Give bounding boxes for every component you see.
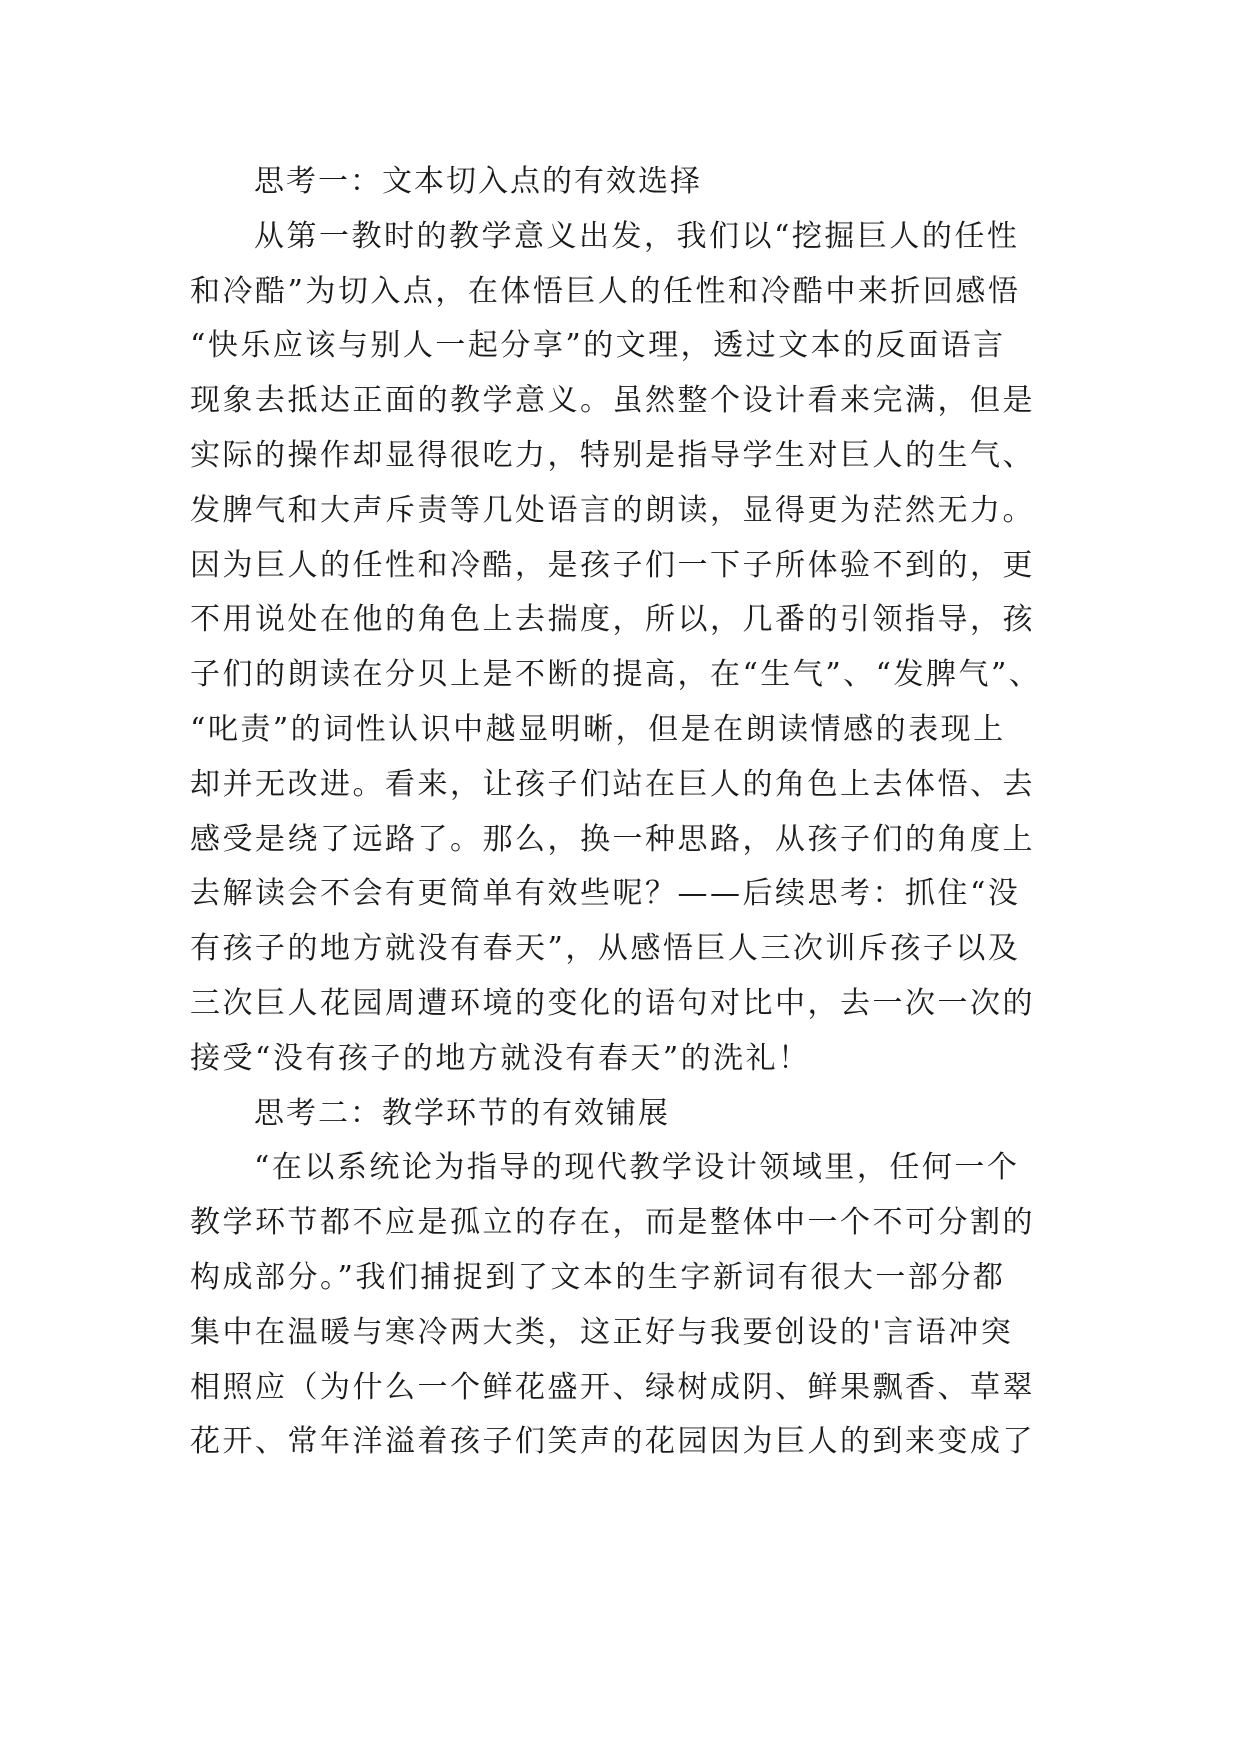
paragraph-line: 从第一教时的教学意义出发，我们以“挖掘巨人的任性 (254, 219, 1020, 254)
paragraph-line: 发脾气和大声斥责等几处语言的朗读，显得更为茫然无力。 (190, 493, 1035, 528)
paragraph-line: 和冷酷”为切入点，在体悟巨人的任性和冷酷中来折回感悟 (190, 274, 1021, 309)
paragraph-line: 不用说处在他的角色上去揣度，所以，几番的引领指导，孩 (190, 602, 1035, 637)
paragraph-line: “叱责”的词性认识中越显明晰，但是在朗读情感的表现上 (190, 712, 1006, 747)
paragraph-line: 构成部分。”我们捕捉到了文本的生字新词有很大一部分都 (190, 1260, 1006, 1295)
paragraph-line: 因为巨人的任性和冷酷，是孩子们一下子所体验不到的，更 (190, 548, 1035, 583)
paragraph-line: 去解读会不会有更简单有效些呢？——后续思考：抓住“没 (190, 876, 1021, 911)
paragraph-line: 花开、常年洋溢着孩子们笑声的花园因为巨人的到来变成了 (190, 1424, 1035, 1459)
paragraph-line: 实际的操作却显得很吃力，特别是指导学生对巨人的生气、 (190, 438, 1035, 473)
paragraph-line: “在以系统论为指导的现代教学设计领域里，任何一个 (254, 1150, 1020, 1185)
paragraph-line: 三次巨人花园周遭环境的变化的语句对比中，去一次一次的 (190, 986, 1035, 1021)
paragraph-line: 子们的朗读在分贝上是不断的提高，在“生气”、“发脾气”、 (190, 657, 1042, 692)
paragraph-line: 有孩子的地方就没有春天”，从感悟巨人三次训斥孩子以及 (190, 931, 1021, 966)
paragraph-line: “快乐应该与别人一起分享”的文理，透过文本的反面语言 (190, 328, 1006, 363)
paragraph-line: 集中在温暖与寒冷两大类，这正好与我要创设的'言语冲突 (190, 1315, 1014, 1350)
paragraph-line: 相照应（为什么一个鲜花盛开、绿树成阴、鲜果飘香、草翠 (190, 1370, 1035, 1405)
paragraph-line: 教学环节都不应是孤立的存在，而是整体中一个不可分割的 (190, 1205, 1035, 1240)
section-heading-2: 思考二：教学环节的有效铺展 (254, 1096, 670, 1131)
section-heading-1: 思考一：文本切入点的有效选择 (254, 164, 702, 199)
paragraph-line: 却并无改进。看来，让孩子们站在巨人的角色上去体悟、去 (190, 767, 1035, 802)
paragraph-line: 接受“没有孩子的地方就没有春天”的洗礼！ (190, 1041, 811, 1076)
paragraph-line: 现象去抵达正面的教学意义。虽然整个设计看来完满，但是 (190, 383, 1035, 418)
paragraph-line: 感受是绕了远路了。那么，换一种思路，从孩子们的角度上 (190, 822, 1035, 857)
